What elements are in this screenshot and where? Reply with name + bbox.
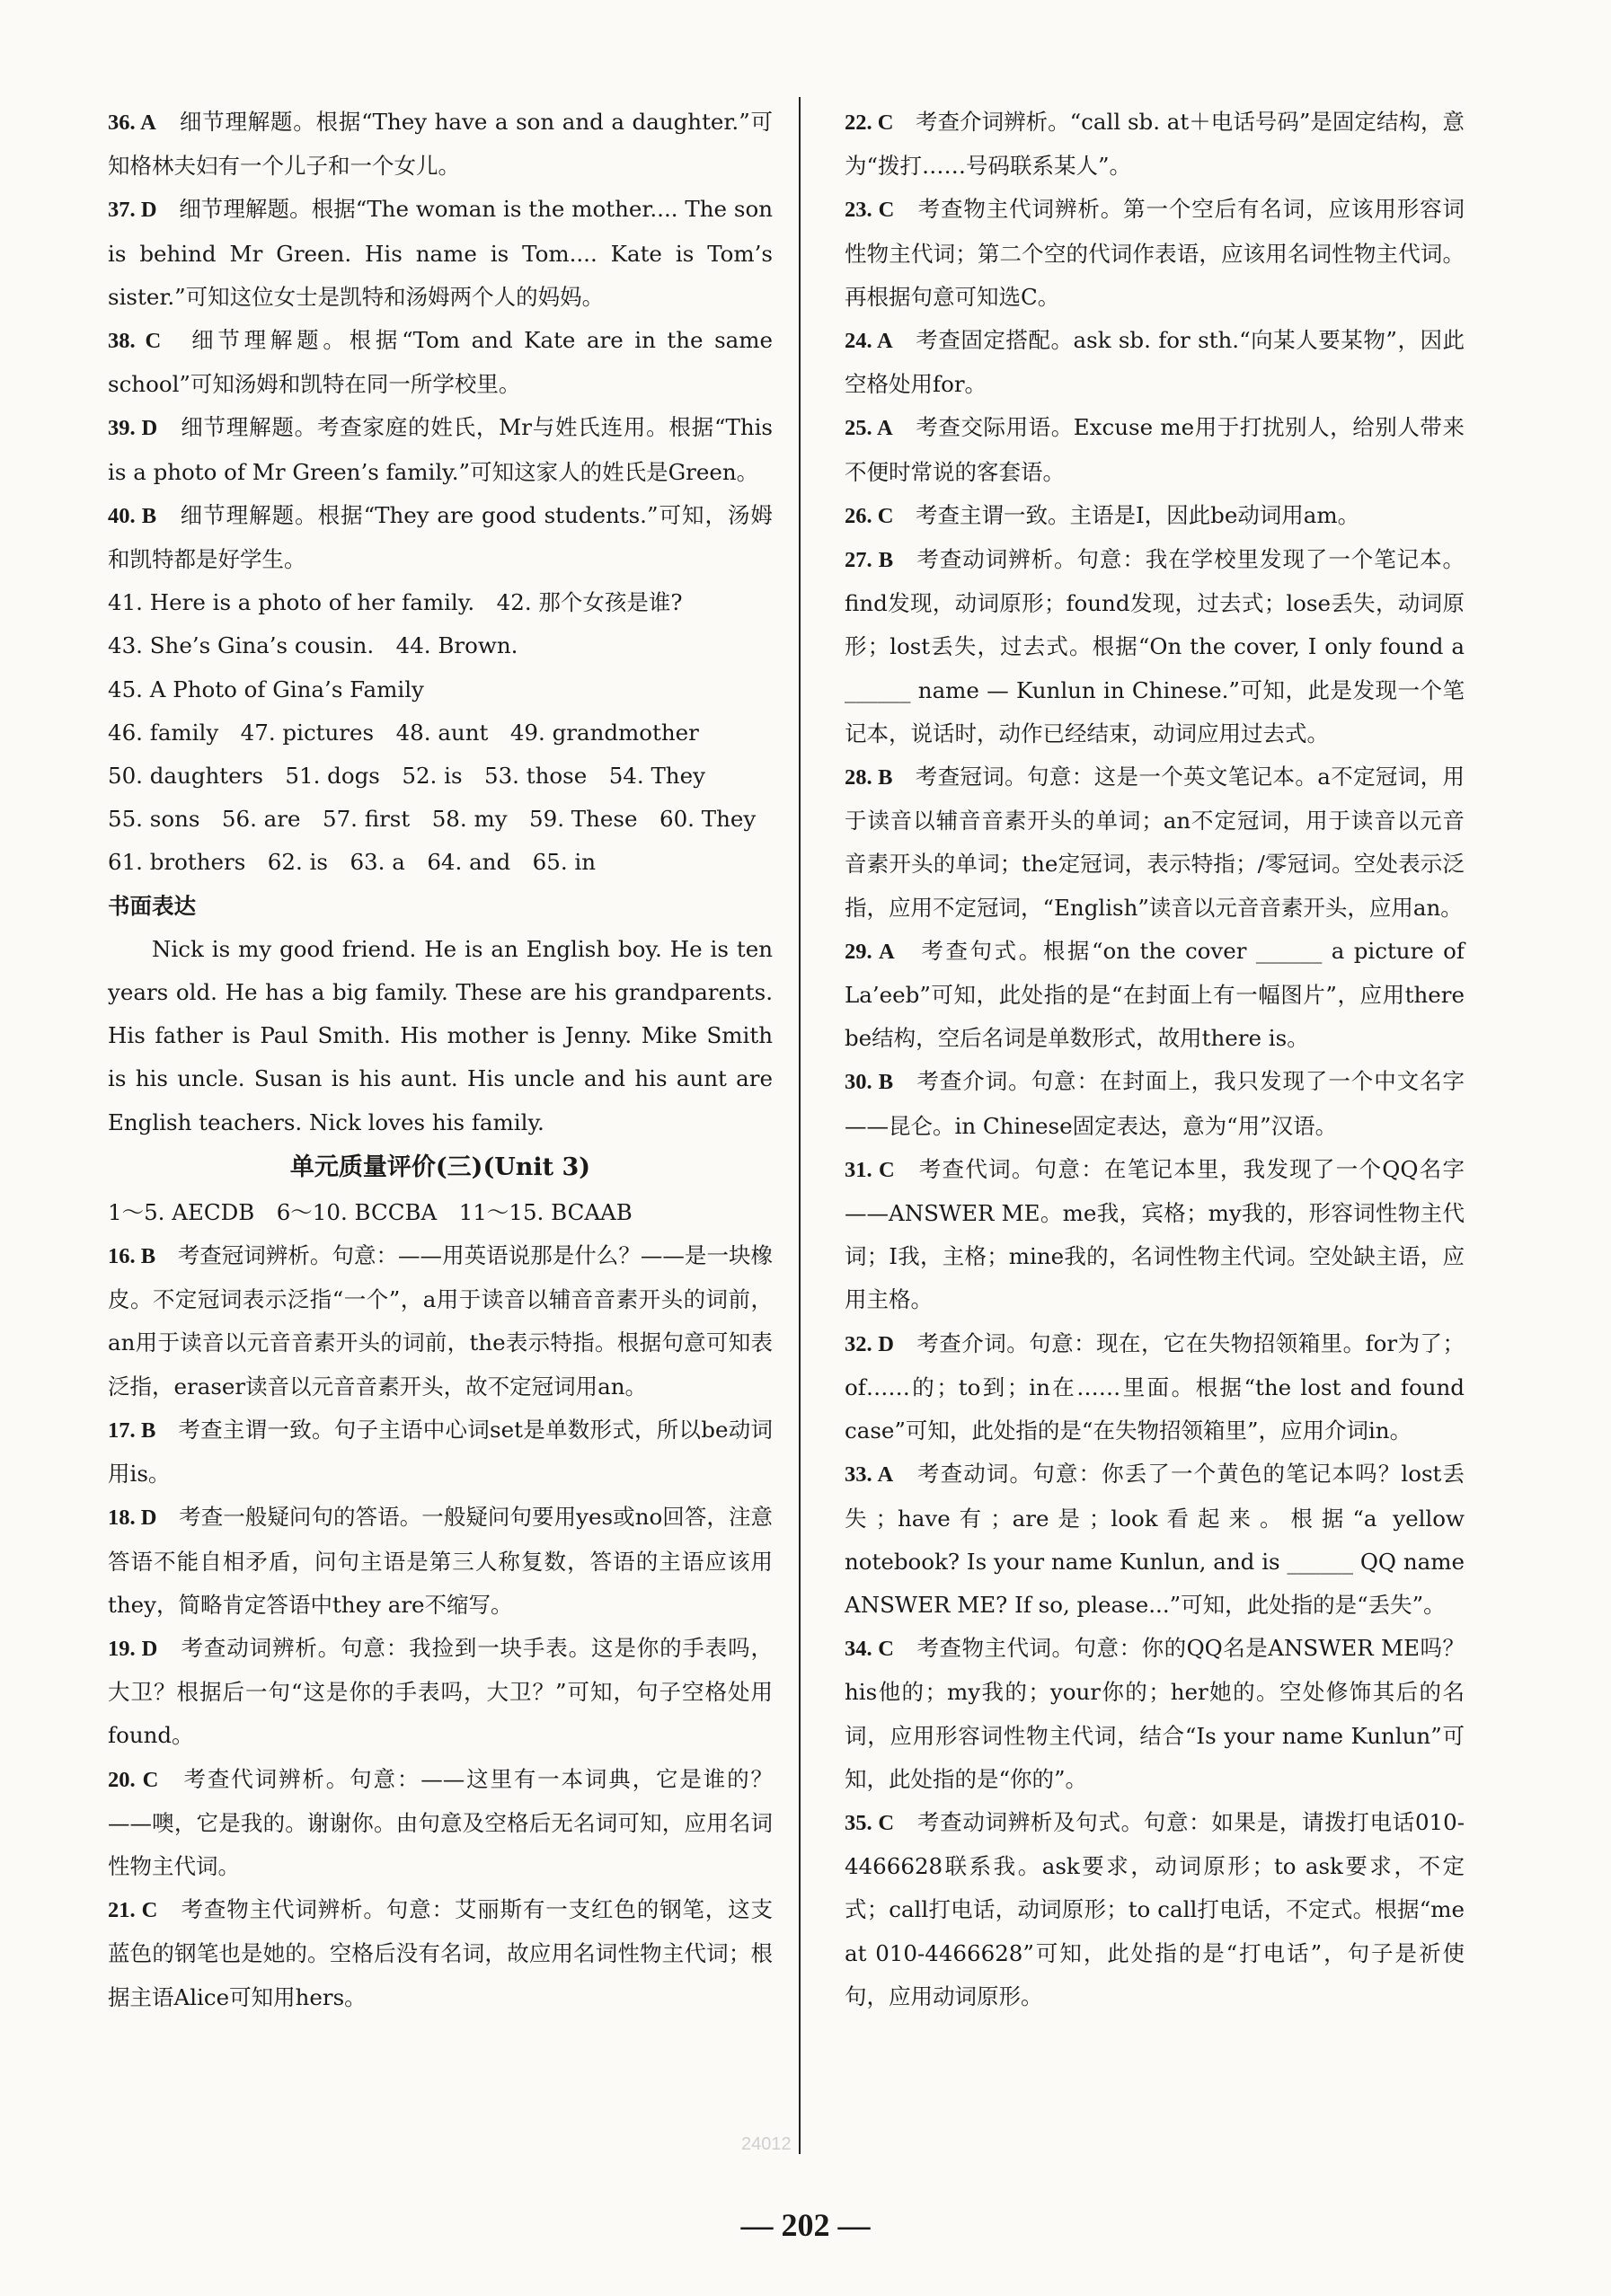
answer-number: 39. D	[108, 416, 158, 441]
answer-explanation: 考查动词。句意：你丢了一个黄色的笔记本吗？lost丢失；have有；are是；look看起来。根据“a yellow notebook? Is your name Kunlun, and is ______ QQ name ANSWER ME? If so, please...”可知，此处指的是“丢失”。	[845, 1461, 1465, 1618]
answer-explanation: 考查介词辨析。“call sb. at＋电话号码”是固定结构，意为“拨打……号码联系某人”。	[845, 109, 1465, 180]
answer-item	[845, 1801, 1465, 2018]
answer-number: 30. B	[845, 1070, 894, 1095]
answer-item	[108, 319, 773, 406]
answer-item	[845, 319, 1465, 406]
answer-explanation: 细节理解题。根据“The woman is the mother.... The son is behind Mr Green. His name is Tom.... Kate is Tom’s sister.”可知这位女士是凯特和汤姆两个人的妈妈。	[108, 196, 773, 310]
answer-item	[108, 1627, 773, 1758]
answer-item	[845, 1060, 1465, 1147]
answer-explanation: 考查介词。句意：现在，它在失物招领箱里。for为了；of……的；to到；in在……里面。根据“the lost and found case”可知，此处指的是“在失物招领箱里”，应用介词in。	[845, 1329, 1465, 1444]
answer-item	[108, 406, 773, 493]
answer-item	[108, 711, 773, 755]
answer-item	[108, 188, 773, 319]
answer-item	[108, 1234, 773, 1409]
answer-number: 38. C	[108, 329, 162, 354]
answer-number: 37. D	[108, 198, 157, 223]
answer-item	[108, 798, 773, 841]
answer-number: 34. C	[845, 1637, 894, 1662]
answer-item	[845, 188, 1465, 319]
answer-number: 22. C	[845, 110, 894, 135]
answer-number: 28. B	[845, 765, 893, 790]
answer-number: 32. D	[845, 1331, 894, 1356]
answer-item	[108, 1409, 773, 1496]
answer-number: 18. D	[108, 1506, 157, 1531]
answer-item	[845, 101, 1465, 188]
answer-explanation: 41. Here is a photo of her family. 42. 那个女孩是谁?	[108, 589, 683, 616]
answer-item	[108, 841, 773, 884]
answer-explanation: 61. brothers 62. is 63. a 64. and 65. in	[108, 849, 597, 876]
answer-number: 36. A	[108, 110, 156, 135]
answer-item	[845, 1453, 1465, 1627]
answer-explanation: 细节理解题。根据“They are good students.”可知，汤姆和凯特都是好学生。	[108, 501, 773, 573]
writing-heading: 书面表达	[108, 892, 196, 919]
answer-item	[845, 406, 1465, 493]
answer-item	[108, 494, 773, 581]
answer-explanation: 46. family 47. pictures 48. aunt 49. grandmother	[108, 719, 699, 746]
answer-explanation: 43. She’s Gina’s cousin. 44. Brown.	[108, 632, 518, 659]
answer-item	[108, 581, 773, 624]
answer-item	[845, 930, 1465, 1061]
answer-item	[845, 538, 1465, 755]
writing-text: Nick is my good friend. He is an English boy. He is ten years old. He has a big family. These are his grandparents. His father is Paul Smith. His mother is Jenny. Mike Smith is his uncle. Susan is his aunt. His uncle and his aunt are English teachers. Nick loves his family.	[108, 935, 773, 1135]
answer-item	[108, 1888, 773, 2019]
answer-item	[845, 1627, 1465, 1801]
answer-explanation: 45. A Photo of Gina’s Family	[108, 676, 424, 702]
answer-explanation: 考查冠词。句意：这是一个英文笔记本。a不定冠词，用于读音以辅音音素开头的单词；an不定冠词，用于读音以元音音素开头的单词；the定冠词，表示特指；/零冠词。空处表示泛指，应用不定冠词，“English”读音以元音音素开头，应用an。	[845, 764, 1465, 921]
watermark: 24012	[741, 2134, 792, 2154]
answers-line: 1～5. AECDB 6～10. BCCBA 11～15. BCAAB	[108, 1198, 633, 1225]
answer-item	[845, 494, 1465, 538]
unit-title: 单元质量评价(三)(Unit 3)	[289, 1152, 591, 1181]
answer-item	[845, 1148, 1465, 1322]
answer-number: 20. C	[108, 1767, 159, 1792]
answer-explanation: 细节理解题。根据“Tom and Kate are in the same school”可知汤姆和凯特在同一所学校里。	[108, 327, 773, 398]
answer-list-right	[845, 101, 1465, 2018]
answer-explanation: 考查主谓一致。句子主语中心词set是单数形式，所以be动词用is。	[108, 1416, 774, 1488]
answer-number: 33. A	[845, 1462, 894, 1488]
answer-explanation: 考查动词辨析。句意：我在学校里发现了一个笔记本。find发现，动词原形；found发现，过去式；lose丢失，动词原形；lost丢失，过去式。根据“On the cover, I only found a ______ name — Kunlun in Chinese.”可知，此是发现一个笔记本，说话时，动作已经结束，动词应用过去式。	[845, 546, 1465, 746]
answer-number: 35. C	[845, 1810, 895, 1835]
answer-explanation: 考查动词辨析及句式。句意：如果是，请拨打电话010-4466628联系我。ask要求，动词原形；to ask要求，不定式；call打电话，动词原形；to call打电话，不定式。根据“me at 010-4466628”可知，此处指的是“打电话”，句子是祈使句，应用动词原形。	[845, 1808, 1465, 2009]
answer-number: 19. D	[108, 1636, 158, 1661]
answer-explanation: 考查冠词辨析。句意：——用英语说那是什么？——是一块橡皮。不定冠词表示泛指“一个”，a用于读音以辅音音素开头的词前，an用于读音以元音音素开头的词前，the表示特指。根据句意可知表泛指，eraser读音以元音音素开头，故不定冠词用an。	[108, 1242, 774, 1400]
answer-item	[108, 1758, 773, 1889]
page-number: — 202 —	[740, 2207, 871, 2243]
answer-item	[108, 1496, 773, 1627]
answer-explanation: 考查主谓一致。主语是I，因此be动词用am。	[915, 501, 1360, 528]
answer-explanation: 考查动词辨析。句意：我捡到一块手表。这是你的手表吗，大卫？根据后一句“这是你的手表吗，大卫？”可知，句子空格处用found。	[108, 1634, 773, 1749]
answer-explanation: 考查交际用语。Excuse me用于打扰别人，给别人带来不便时常说的客套语。	[845, 414, 1465, 485]
answer-number: 24. A	[845, 329, 893, 354]
answer-list-left	[108, 101, 773, 885]
answer-explanation: 考查代词。句意：在笔记本里，我发现了一个QQ名字——ANSWER ME。me我，宾格；my我的，形容词性物主代词；I我，主格；mine我的，名词性物主代词。空处缺主语，应用主格。	[845, 1155, 1465, 1313]
answer-item	[845, 755, 1465, 930]
answer-item	[108, 101, 773, 188]
answer-number: 27. B	[845, 548, 894, 573]
answer-number: 31. C	[845, 1157, 895, 1182]
answer-number: 17. B	[108, 1417, 156, 1443]
answer-explanation: 55. sons 56. are 57. first 58. my 59. These 60. They	[108, 806, 757, 833]
answer-explanation: 考查物主代词。句意：你的QQ名是ANSWER ME吗？his他的；my我的；your你的；her她的。空处修饰其后的名词，应用形容词性物主代词，结合“Is your name Kunlun”可知，此处指的是“你的”。	[845, 1635, 1465, 1792]
answer-number: 21. C	[108, 1898, 158, 1923]
answer-item	[845, 1322, 1465, 1453]
answer-explanation: 细节理解题。根据“They have a son and a daughter.”可知格林夫妇有一个儿子和一个女儿。	[108, 109, 774, 180]
answer-explanation: 考查一般疑问句的答语。一般疑问句要用yes或no回答，注意答语不能自相矛盾，问句主语是第三人称复数，答语的主语应该用they，简略肯定答语中they are不缩写。	[108, 1504, 774, 1618]
answer-number: 26. C	[845, 503, 894, 528]
answer-explanation: 考查介词。句意：在封面上，我只发现了一个中文名字——昆仑。in Chinese固定表达，意为“用”汉语。	[845, 1068, 1465, 1139]
answer-explanation: 50. daughters 51. dogs 52. is 53. those 54. They	[108, 763, 705, 790]
right-column	[845, 101, 1465, 2018]
answer-item	[108, 624, 773, 667]
answer-explanation: 细节理解题。考查家庭的姓氏，Mr与姓氏连用。根据“This is a photo of Mr Green’s family.”可知这家人的姓氏是Green。	[108, 414, 774, 485]
answer-explanation: 考查物主代词辨析。第一个空后有名词，应该用形容词性物主代词；第二个空的代词作表语，应该用名词性物主代词。再根据句意可知选C。	[845, 196, 1465, 310]
answer-number: 29. A	[845, 939, 895, 964]
answer-number: 25. A	[845, 416, 893, 441]
left-column	[108, 101, 773, 2019]
answer-number: 40. B	[108, 503, 157, 528]
answer-explanation: 考查固定搭配。ask sb. for sth.“向某人要某物”，因此空格处用for。	[845, 327, 1465, 398]
answer-item	[108, 755, 773, 798]
answer-explanation: 考查句式。根据“on the cover ______ a picture of La’eeb”可知，此处指的是“在封面上有一幅图片”，应用there be结构，空后名词是单数形式，故用there is。	[845, 937, 1465, 1052]
answer-explanation: 考查代词辨析。句意：——这里有一本词典，它是谁的？——噢，它是我的。谢谢你。由句意及空格后无名词可知，应用名词性物主代词。	[108, 1765, 773, 1879]
answer-number: 23. C	[845, 198, 895, 223]
answer-explanation: 考查物主代词辨析。句意：艾丽斯有一支红色的钢笔，这支蓝色的钢笔也是她的。空格后没有名词，故应用名词性物主代词；根据主语Alice可知用hers。	[108, 1896, 773, 2010]
column-divider	[799, 97, 801, 2154]
answer-list-left-2	[108, 1234, 773, 2019]
answer-number: 16. B	[108, 1244, 156, 1269]
answer-item	[108, 668, 773, 711]
